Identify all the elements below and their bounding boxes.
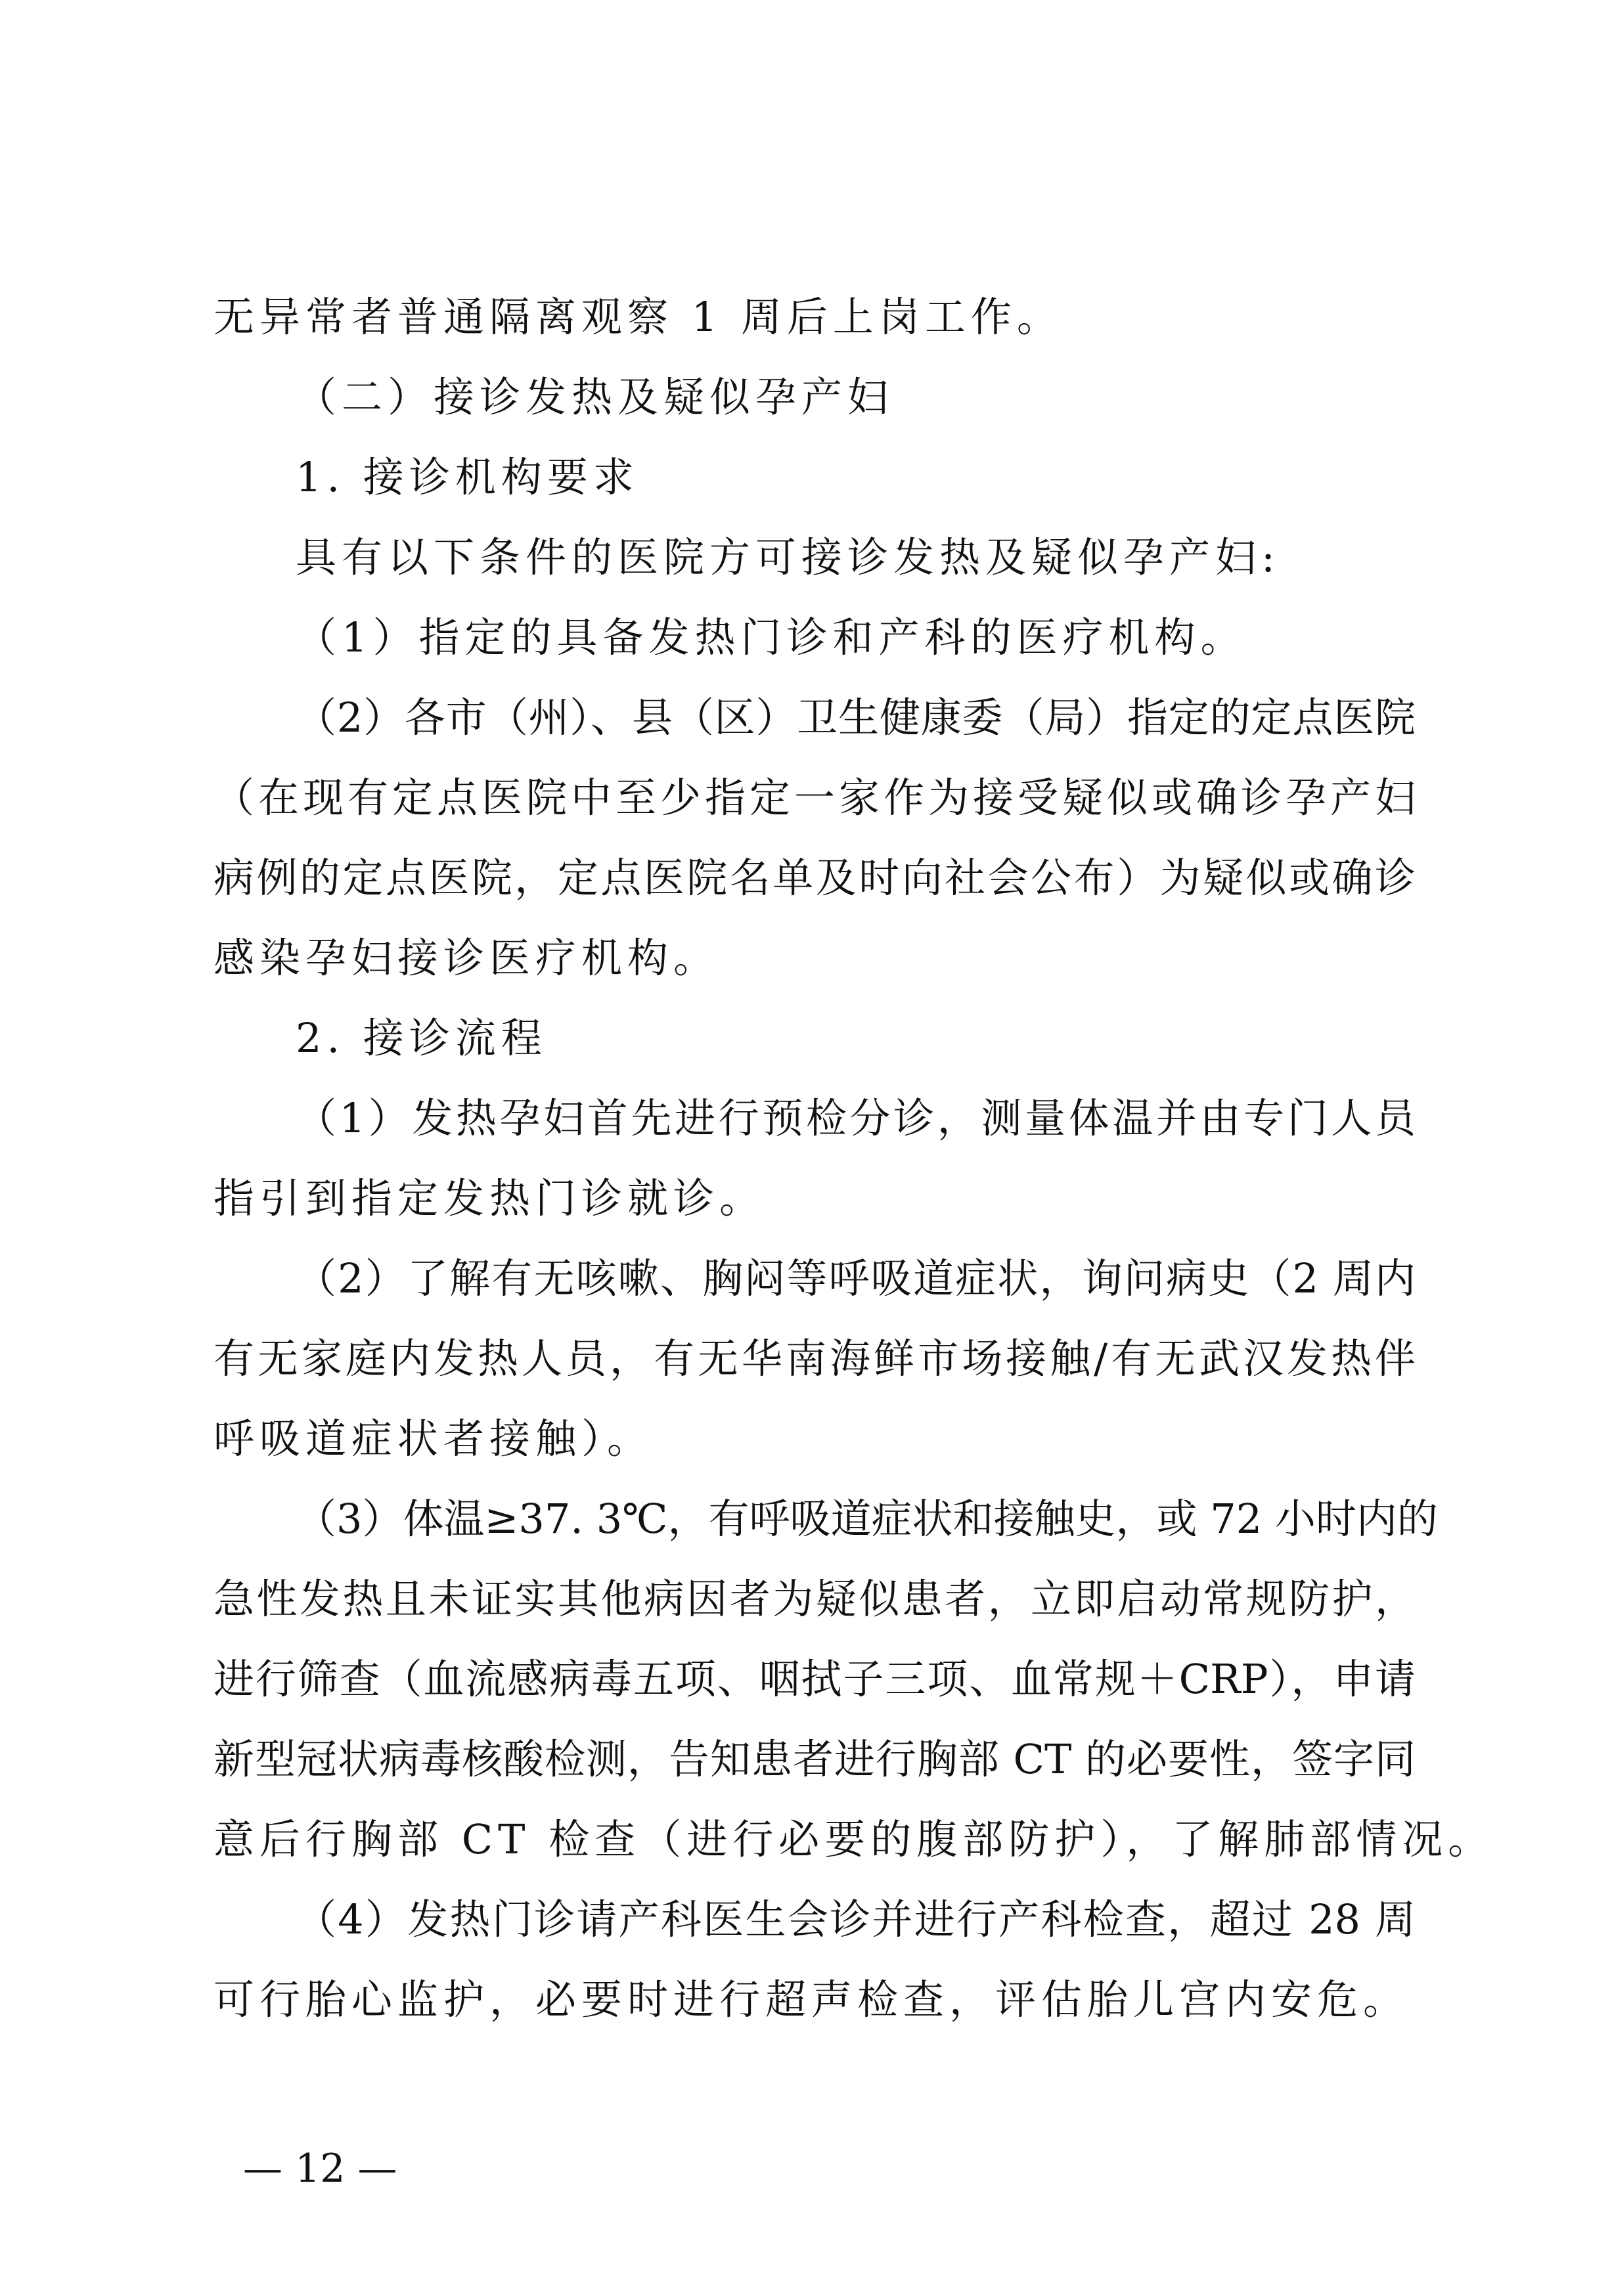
list-item: （1）发热孕妇首先进行预检分诊，测量体温并由专门人员 [296, 1094, 1416, 1142]
paragraph-line: 病例的定点医院，定点医院名单及时向社会公布）为疑似或确诊 [213, 854, 1416, 902]
paragraph-line: （在现有定点医院中至少指定一家作为接受疑似或确诊孕产妇 [213, 774, 1416, 822]
paragraph-line: 进行筛查（血流感病毒五项、咽拭子三项、血常规＋CRP），申请 [213, 1655, 1416, 1703]
paragraph-line: 呼吸道症状者接触）。 [213, 1415, 654, 1463]
paragraph-line: 指引到指定发热门诊就诊。 [213, 1174, 766, 1222]
paragraph-line: 可行胎心监护，必要时进行超声检查，评估胎儿宫内安危。 [213, 1976, 1410, 2023]
list-item: （2）了解有无咳嗽、胸闷等呼吸道症状，询问病史（2 周内 [296, 1254, 1416, 1302]
list-item: （4）发热门诊请产科医生会诊并进行产科检查，超过 28 周 [296, 1895, 1416, 1943]
paragraph-line: 感染孕妇接诊医疗机构。 [213, 934, 720, 982]
paragraph-line: 新型冠状病毒核酸检测，告知患者进行胸部 CT 的必要性，签字同 [213, 1735, 1416, 1783]
subsection-heading: 1. 接诊机构要求 [296, 453, 639, 501]
section-heading: （二）接诊发热及疑似孕产妇 [296, 373, 894, 421]
list-item: （3）体温≥37. 3℃，有呼吸道症状和接触史，或 72 小时内的 [296, 1495, 1438, 1543]
list-item: （2）各市（州）、县（区）卫生健康委（局）指定的定点医院 [296, 694, 1416, 741]
paragraph-line: 无异常者普通隔离观察 1 周后上岗工作。 [213, 293, 1063, 341]
paragraph-line: 意后行胸部 CT 检查（进行必要的腹部防护），了解肺部情况。 [213, 1815, 1494, 1863]
paragraph-line: 有无家庭内发热人员，有无华南海鲜市场接触/有无武汉发热伴 [213, 1335, 1416, 1382]
page-number: — 12 — [243, 2146, 397, 2192]
paragraph-line: 具有以下条件的医院方可接诊发热及疑似孕产妇: [296, 533, 1280, 581]
paragraph-line: 急性发热且未证实其他病因者为疑似患者，立即启动常规防护， [213, 1575, 1416, 1623]
list-item: （1）指定的具备发热门诊和产科的医疗机构。 [296, 613, 1247, 661]
subsection-heading: 2. 接诊流程 [296, 1014, 547, 1062]
